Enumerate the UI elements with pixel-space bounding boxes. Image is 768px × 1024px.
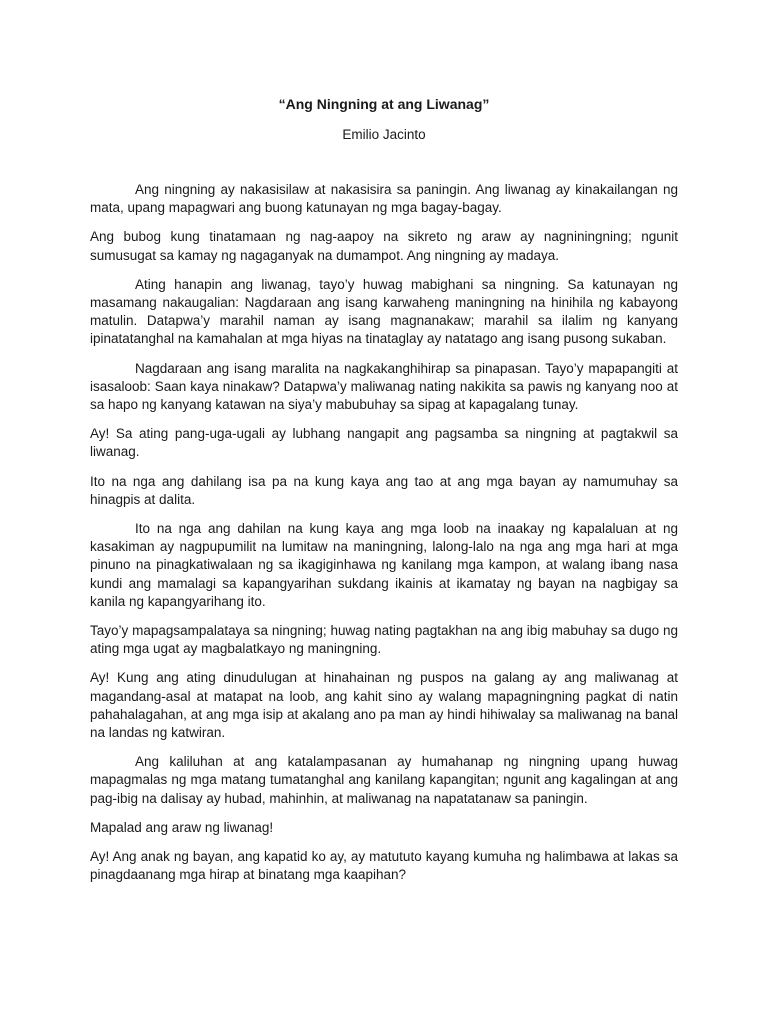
paragraph: Ay! Ang anak ng bayan, ang kapatid ko ay, ay matututo kayang kumuha ng halimbawa at lakas sa pinagdaanang mga hirap at binatang mga kaapihan?	[90, 849, 678, 883]
paragraph: Ito na nga ang dahilan na kung kaya ang mga loob na inaakay ng kapalaluan at ng kasakiman ay nagpupumilit na lumitaw na maningning, lalong-lalo na nga ang mga hari at mga pinuno na pinagkatiwalaan ng sa ikagiginhawa ng kanilang mga kampon, at walang ibang nasa kundi ang mamalagi sa kapangyarihan sukdang ikainis at ikamatay ng bayan na nagbigay sa kanila ng kapangyarihang ito.	[90, 521, 678, 609]
author-name: Emilio Jacinto	[342, 127, 426, 142]
paragraph: Tayo’y mapagsampalataya sa ningning; huwag nating pagtakhan na ang ibig mabuhay sa dugo ng ating mga ugat ay magbalatkayo ng maningning.	[90, 623, 678, 657]
paragraph: Mapalad ang araw ng liwanag!	[90, 819, 274, 835]
paragraph: Ang ningning ay nakasisilaw at nakasisira sa paningin. Ang liwanag ay kinakailangan ng mata, upang mapagwari ang buong katunayan ng mga bagay-bagay.	[90, 182, 678, 216]
paragraph: Ang bubog kung tinatamaan ng nag-aapoy na sikreto ng araw ay nagniningning; ngunit sumusugat sa kamay ng nagaganyak na dumampot. Ang ningning ay madaya.	[90, 229, 678, 263]
paragraph: Ito na nga ang dahilang isa pa na kung kaya ang tao at ang mga bayan ay namumuhay sa hinagpis at dalita.	[90, 473, 678, 507]
paragraph: Ay! Kung ang ating dinudulugan at hinahainan ng puspos na galang ay ang maliwanag at magandang-asal at matapat na loob, ang kahit sino ay walang mapagningning pagkat di natin pahahalagahan, at ang mga isip at akalang ano pa man ay hindi hihiwalay sa maliwanag na banal na landas ng katwiran.	[90, 670, 678, 741]
paragraph: Ay! Sa ating pang-uga-ugali ay lubhang nangapit ang pagsamba sa ningning at pagtakwil sa liwanag.	[90, 426, 678, 460]
paragraph: Ang kaliluhan at ang katalampasanan ay humahanap ng ningning upang huwag mapagmalas ng mga matang tumatanghal ang kanilang kapangitan; ngunit ang kagalingan at ang pag-ibig na dalisay ay hubad, mahinhin, at maliwanag na napatatanaw sa paningin.	[90, 754, 678, 806]
paragraph: Nagdaraan ang isang maralita na nagkakanghihirap sa pinapasan. Tayo’y mapapangiti at isasaloob: Saan kaya ninakaw? Datapwa’y maliwanag nating nakikita sa pawis ng kanyang noo at sa hapo ng kanyang katawan na siya’y mabubuhay sa sipag at kapagalang tunay.	[90, 360, 678, 413]
document-title: “Ang Ningning at ang Liwanag”	[278, 96, 490, 112]
paragraph: Ating hanapin ang liwanag, tayo’y huwag mabighani sa ningning. Sa katunayan ng masamang nakaugalian: Nagdaraan ang isang karwaheng maningning na hinihila ng kabayong matulin. Datapwa’y marahil naman ay isang magnanakaw; marahil sa ilalim ng kanyang ipinatatanghal na kamahalan at mga hiyas na tinataglay ay natatago ang isang pusong sukaban.	[90, 276, 678, 347]
document-body	[90, 181, 678, 896]
